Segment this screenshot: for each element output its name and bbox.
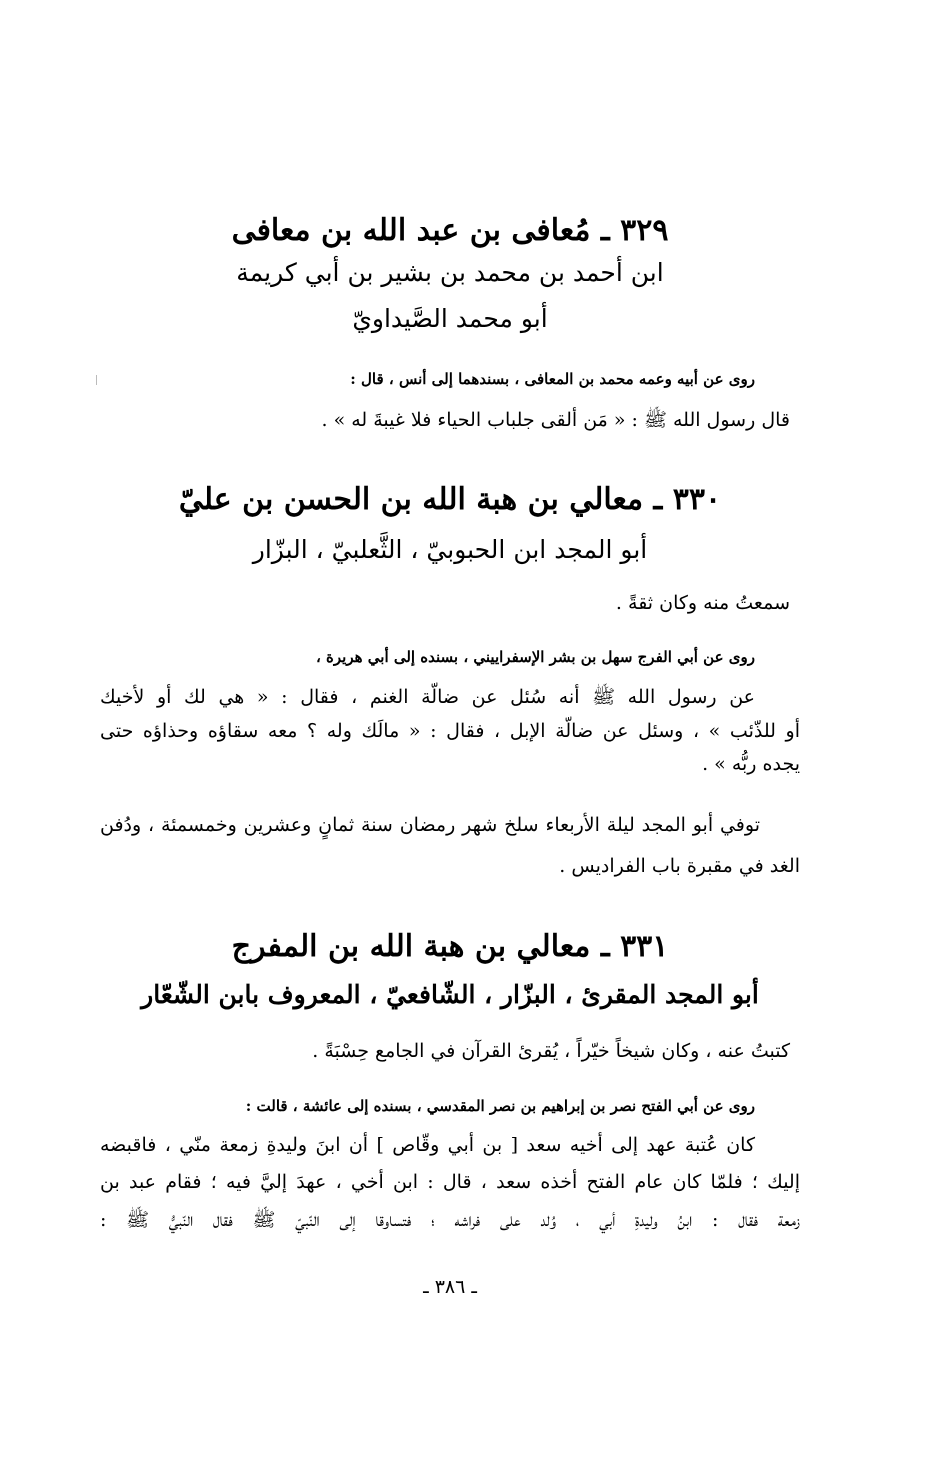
page-number: ـ ٣٨٦ ـ	[423, 1276, 477, 1298]
entry-331-hadith-line-2: إليك ؛ فلمّا كان عام الفتح أخذه سعد ، قال : ابن أخي ، عهدَ إليَّ فيه ؛ فقام عبد بن	[100, 1171, 800, 1193]
entry-331-hadith-line-3: زمعة فقال : ابنُ وليدةِ أبي ، وُلد على فراشه ؛ فتساوقا إلى النّبيّ ﷺ فقال النّبيُّ ﷺ :	[100, 1209, 800, 1231]
entry-331-isnad: روى عن أبي الفتح نصر بن إبراهيم بن نصر المقدسي ، بسنده إلى عائشة ، قالت :	[245, 1097, 755, 1115]
entry-330-title: ٣٣٠ ـ معالي بن هبة الله بن الحسن بن عليّ	[178, 482, 722, 517]
margin-mark	[96, 375, 97, 385]
entry-330-note: سمعتُ منه وكان ثقةً .	[615, 592, 790, 614]
entry-329-hadith: قال رسول الله ﷺ : « مَن ألقى جلباب الحياء فلا غيبةَ له » .	[321, 409, 790, 431]
entry-330-hadith-line-3: يجده ربُّه » .	[702, 753, 800, 775]
entry-329-kunya: أبو محمد الصَّيداويّ	[352, 304, 548, 333]
entry-330-isnad: روى عن أبي الفرج سهل بن بشر الإسفراييني ، بسنده إلى أبي هريرة ،	[315, 648, 755, 666]
entry-329-isnad: روى عن أبيه وعمه محمد بن المعافى ، بسندهما إلى أنس ، قال :	[350, 370, 755, 388]
entry-331-title: ٣٣١ ـ معالي بن هبة الله بن المفرج	[231, 929, 669, 964]
entry-331-note: كتبتُ عنه ، وكان شيخاً خيّراً ، يُقرئ القرآن في الجامع حِسْبَةً .	[312, 1040, 790, 1062]
entry-329-title: ٣٢٩ ـ مُعافى بن عبد الله بن معافى	[231, 213, 669, 248]
entry-329-lineage: ابن أحمد بن محمد بن بشير بن أبي كريمة	[236, 258, 664, 287]
entry-331-kunya: أبو المجد المقرئ ، البزّار ، الشّافعيّ ، المعروف بابن الشّعّار	[141, 980, 759, 1009]
entry-331-hadith-line-1: كان عُتبة عهد إلى أخيه سعد [ بن أبي وقّاص ] أن ابنَ وليدةِ زمعة منّي ، فاقبضه	[100, 1134, 755, 1156]
entry-330-kunya: أبو المجد ابن الحبوبيّ ، الثَّعلبيّ ، البزّار	[252, 535, 648, 564]
book-page	[100, 0, 800, 1477]
entry-330-death-line-1: توفي أبو المجد ليلة الأربعاء سلخ شهر رمضان سنة ثمانٍ وعشرين وخمسمئة ، ودُفن	[100, 814, 760, 836]
entry-330-death-line-2: الغد في مقبرة باب الفراديس .	[559, 855, 800, 877]
entry-330-hadith-line-1: عن رسول الله ﷺ أنه سُئل عن ضالّة الغنم ، فقال : « هي لك أو لأخيك	[100, 686, 755, 708]
entry-330-hadith-line-2: أو للذّئب » ، وسئل عن ضالّة الإبل ، فقال : « مالَك وله ؟ معه سقاؤه وحذاؤه حتى	[100, 720, 800, 742]
